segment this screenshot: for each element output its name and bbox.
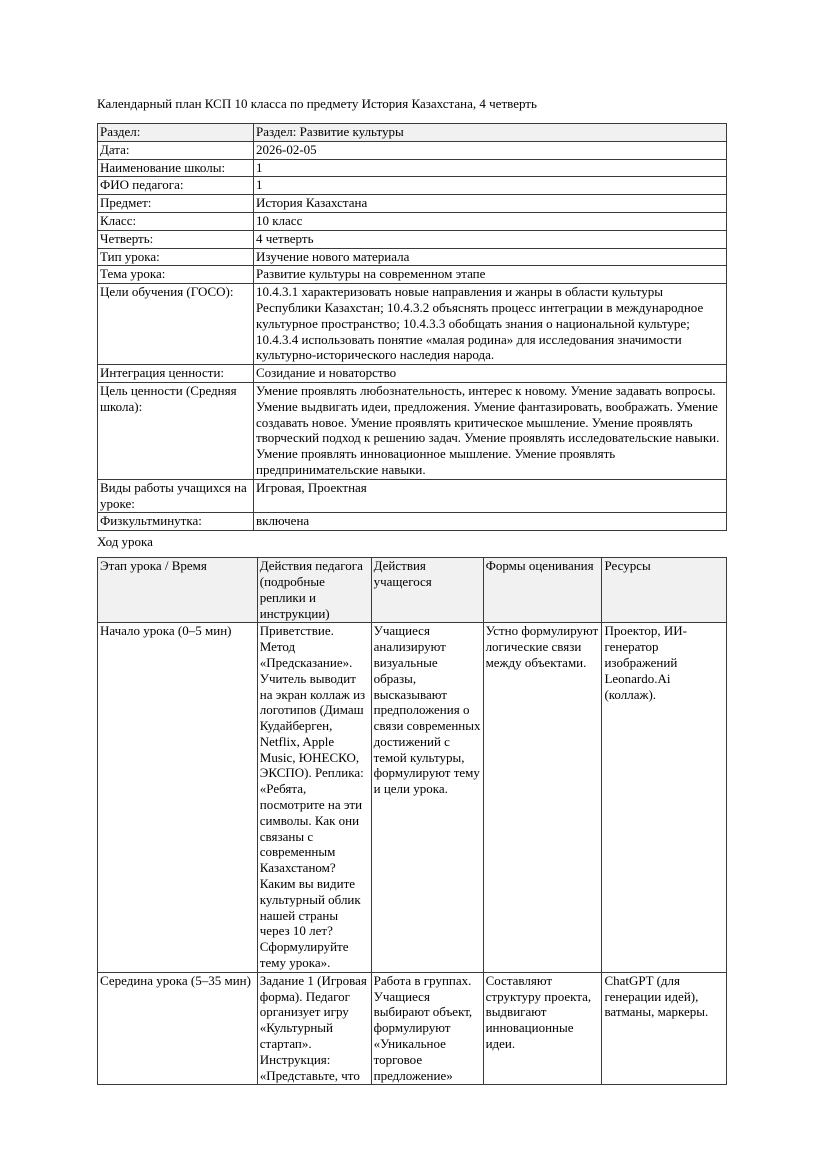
table-row bbox=[98, 284, 727, 365]
info-label: ФИО педагога: bbox=[98, 177, 254, 195]
info-value: 1 bbox=[253, 177, 726, 195]
info-label: Тема урока: bbox=[98, 266, 254, 284]
resources-cell: ChatGPT (для генерации идей), ватманы, маркеры. bbox=[602, 972, 727, 1085]
resources-cell: Проектор, ИИ-генератор изображений Leonardo.Ai (коллаж). bbox=[602, 623, 727, 973]
assessment-cell: Устно формулируют логические связи между объектами. bbox=[483, 623, 602, 973]
info-value: История Казахстана bbox=[253, 195, 726, 213]
info-value: 1 bbox=[253, 159, 726, 177]
table-row bbox=[98, 212, 727, 230]
column-header-teacher-actions: Действия педагога (подробные реплики и инструкции) bbox=[257, 558, 371, 623]
info-label: Интеграция ценности: bbox=[98, 365, 254, 383]
document-title: Календарный план КСП 10 класса по предмету История Казахстана, 4 четверть bbox=[97, 96, 537, 111]
info-value: Развитие культуры на современном этапе bbox=[253, 266, 726, 284]
info-value: 10 класс bbox=[253, 212, 726, 230]
lesson-flow-table bbox=[97, 557, 727, 1085]
info-value: 4 четверть bbox=[253, 230, 726, 248]
table-row bbox=[98, 382, 727, 479]
info-value: Умение проявлять любознательность, интерес к новому. Умение задавать вопросы. Умение выдвигать идеи, предложения. Умение фантазировать, воображать. Умение создавать новое. Умение проявлять критическое мышление. Умение проявлять творческий подход к решению задач. Умение проявлять исследовательские навыки. Умение проявлять инновационное мышление. Умение проявлять предпринимательские навыки. bbox=[253, 382, 726, 479]
table-row bbox=[98, 230, 727, 248]
table-row bbox=[98, 365, 727, 383]
student-actions-cell: Работа в группах. Учащиеся выбирают объект, формулируют «Уникальное торговое предложение» bbox=[371, 972, 483, 1085]
info-value: включена bbox=[253, 513, 726, 531]
table-row bbox=[98, 513, 727, 531]
lesson-info-table bbox=[97, 123, 727, 531]
info-label: Цель ценности (Средняя школа): bbox=[98, 382, 254, 479]
info-label: Четверть: bbox=[98, 230, 254, 248]
info-label: Класс: bbox=[98, 212, 254, 230]
stage-cell: Начало урока (0–5 мин) bbox=[98, 623, 258, 973]
info-value: Раздел: Развитие культуры bbox=[253, 124, 726, 142]
table-row bbox=[98, 972, 727, 1085]
info-value: Созидание и новаторство bbox=[253, 365, 726, 383]
table-header-row bbox=[98, 558, 727, 623]
table-row bbox=[98, 177, 727, 195]
column-header-student-actions: Действия учащегося bbox=[371, 558, 483, 623]
section-heading: Ход урока bbox=[97, 534, 153, 550]
table-row bbox=[98, 266, 727, 284]
info-label: Цели обучения (ГОСО): bbox=[98, 284, 254, 365]
info-value: 10.4.3.1 характеризовать новые направления и жанры в области культуры Республики Казахстан; 10.4.3.2 объяснять процесс интеграции в международное культурное пространство; 10.4.3.3 обобщать знания о национальной культуре; 10.4.3.4 использовать понятие «малая родина» для исследования значимости культурно-исторического наследия народа. bbox=[253, 284, 726, 365]
student-actions-cell: Учащиеся анализируют визуальные образы, высказывают предположения о связи современных достижений с темой культуры, формулируют тему и цели урока. bbox=[371, 623, 483, 973]
column-header-stage: Этап урока / Время bbox=[98, 558, 258, 623]
teacher-actions-cell: Приветствие. Метод «Предсказание». Учитель выводит на экран коллаж из логотипов (Димаш Кудайберген, Netflix, Apple Music, ЮНЕСКО, ЭКСПО). Реплика: «Ребята, посмотрите на эти символы. Как они связаны с современным Казахстаном? Каким вы видите культурный облик нашей страны через 10 лет? Сформулируйте тему урока». bbox=[257, 623, 371, 973]
column-header-resources: Ресурсы bbox=[602, 558, 727, 623]
info-label: Наименование школы: bbox=[98, 159, 254, 177]
column-header-assessment: Формы оценивания bbox=[483, 558, 602, 623]
info-label: Раздел: bbox=[98, 124, 254, 142]
table-row bbox=[98, 248, 727, 266]
info-label: Тип урока: bbox=[98, 248, 254, 266]
table-row bbox=[98, 159, 727, 177]
info-label: Предмет: bbox=[98, 195, 254, 213]
info-value: Игровая, Проектная bbox=[253, 479, 726, 513]
assessment-cell: Составляют структуру проекта, выдвигают инновационные идеи. bbox=[483, 972, 602, 1085]
table-row bbox=[98, 623, 727, 973]
stage-cell: Середина урока (5–35 мин) bbox=[98, 972, 258, 1085]
document-content bbox=[97, 96, 727, 1085]
info-label: Виды работы учащихся на уроке: bbox=[98, 479, 254, 513]
table-row bbox=[98, 195, 727, 213]
table-row bbox=[98, 124, 727, 142]
teacher-actions-cell: Задание 1 (Игровая форма). Педагог организует игру «Культурный стартап». Инструкция: «Представьте, что bbox=[257, 972, 371, 1085]
table-row bbox=[98, 479, 727, 513]
info-label: Дата: bbox=[98, 141, 254, 159]
info-label: Физкультминутка: bbox=[98, 513, 254, 531]
info-value: Изучение нового материала bbox=[253, 248, 726, 266]
info-value: 2026-02-05 bbox=[253, 141, 726, 159]
table-row bbox=[98, 141, 727, 159]
